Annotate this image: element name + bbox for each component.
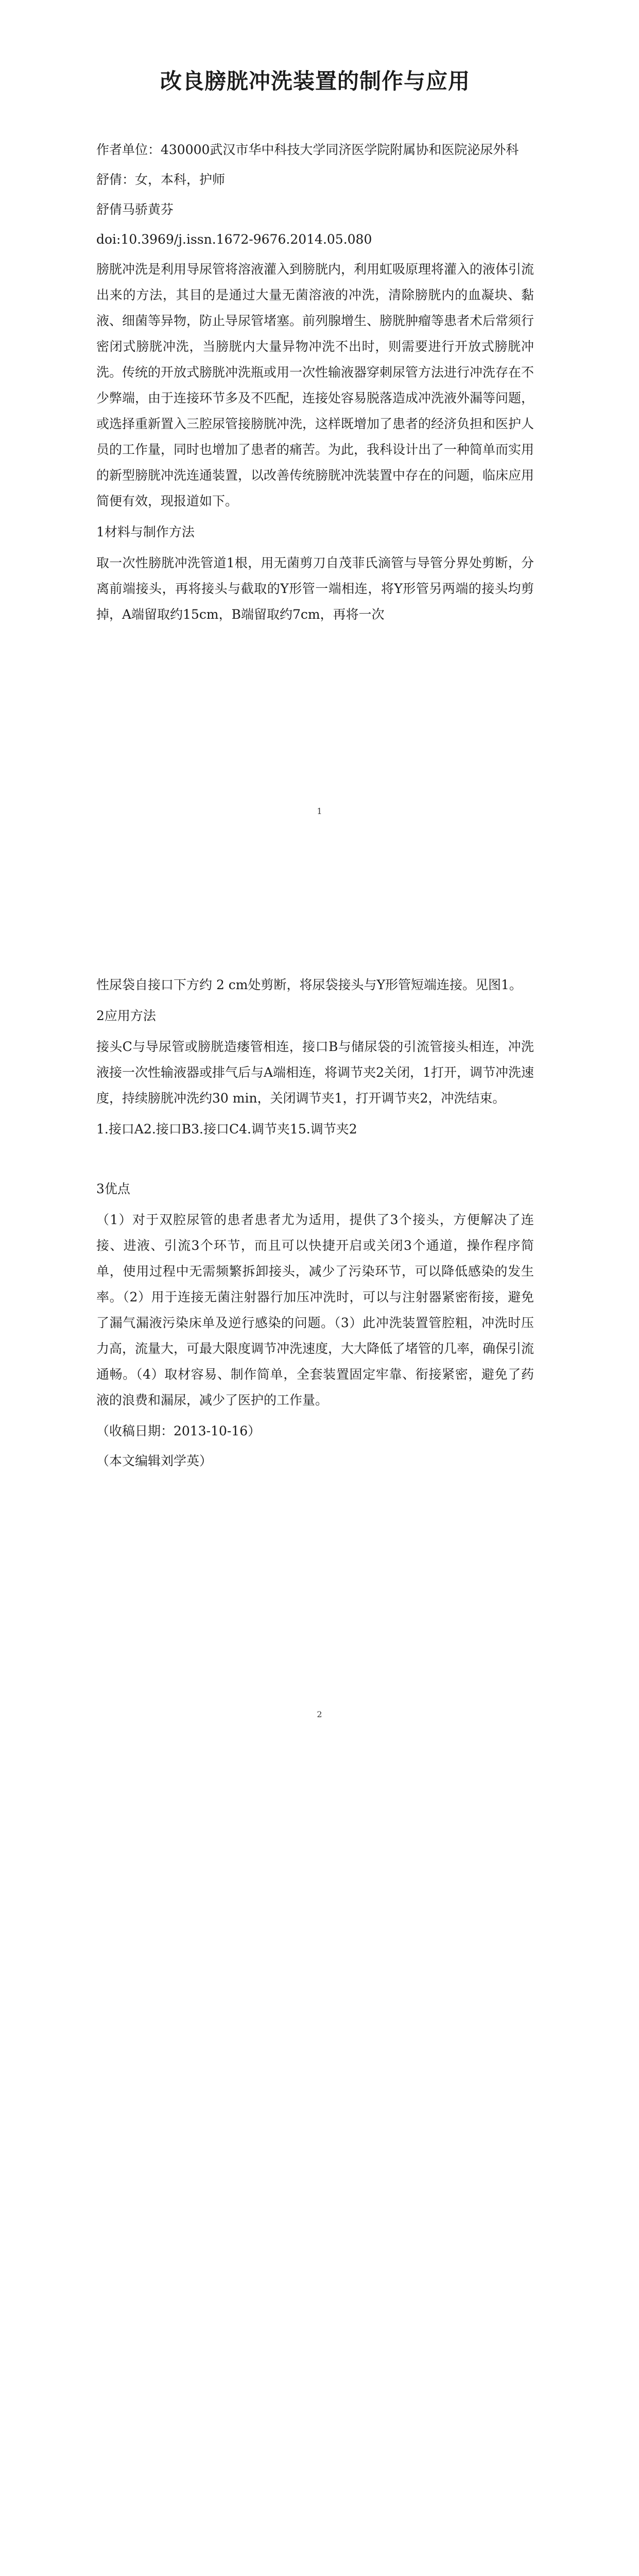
- section-3-heading: 3优点: [96, 1181, 130, 1196]
- section-1-paragraph: 取一次性膀胱冲洗管道1根，用无菌剪刀自茂菲氏滴管与导管分界处剪断，分离前端接头，再将接头与截取的Y形管一端相连，将Y形管另两端的接头均剪掉，A端留取约15cm，B端留取约7cm，再将一次: [96, 555, 534, 622]
- section-2-paragraph: 接头C与导尿管或膀胱造瘘管相连，接口B与储尿袋的引流管接头相连，冲洗液接一次性输液器或排气后与A端相连，将调节夹2关闭，1打开，调节冲洗速度，持续膀胱冲洗约30 min，关闭调节夹1，打开调节夹2，冲洗结束。: [96, 1039, 534, 1106]
- page-1: [0, 0, 639, 904]
- spacer: [96, 1147, 534, 1176]
- author-affiliation: 作者单位：430000武汉市华中科技大学同济医学院附属协和医院泌尿外科: [96, 142, 519, 157]
- figure-legend: 1.接口A2.接口B3.接口C4.调节夹15.调节夹2: [96, 1122, 357, 1137]
- section-1-heading: 1材料与制作方法: [96, 524, 195, 539]
- page-1-content: [96, 66, 534, 633]
- intro-paragraph: 膀胱冲洗是利用导尿管将溶液灌入到膀胱内，利用虹吸原理将灌入的液体引流出来的方法，其目的是通过大量无菌溶液的冲洗，清除膀胱内的血凝块、黏液、细菌等异物，防止导尿管堵塞。前列腺增生、膀胱肿瘤等患者术后常须行密闭式膀胱冲洗，当膀胱内大量异物冲洗不出时，则需要进行开放式膀胱冲洗。传统的开放式膀胱冲洗瓶或用一次性输液器穿刺尿管方法进行冲洗存在不少弊端，由于连接环节多及不匹配，连接处容易脱落造成冲洗液外漏等问题，或选择重新置入三腔尿管接膀胱冲洗，这样既增加了患者的经济负担和医护人员的工作量，同时也增加了患者的痛苦。为此，我科设计出了一种简单而实用的新型膀胱冲洗连通装置，以改善传统膀胱冲洗装置中存在的问题，临床应用简便有效，现报道如下。: [96, 262, 534, 509]
- page-3: [0, 1808, 639, 2576]
- page-2-content: [96, 972, 534, 1478]
- received-date: （收稿日期：2013-10-16）: [96, 1423, 261, 1438]
- page-number: 1: [317, 806, 322, 816]
- article-title: 改良膀胱冲洗装置的制作与应用: [160, 69, 470, 94]
- editor-note: （本文编辑刘学英）: [96, 1453, 213, 1468]
- author-list: 舒倩马骄黄芬: [96, 202, 174, 217]
- author-info: 舒倩：女，本科，护师: [96, 172, 226, 187]
- section-1-continuation: 性尿袋自接口下方约 2 cm处剪断，将尿袋接头与Y形管短端连接。见图1。: [96, 977, 522, 992]
- doi: doi:10.3969/j.issn.1672-9676.2014.05.080: [96, 232, 372, 247]
- page-2: [0, 904, 639, 1808]
- section-3-paragraph: （1）对于双腔尿管的患者患者尤为适用，提供了3个接头，方便解决了连接、进液、引流3个环节，而且可以快捷开启或关闭3个通道，操作程序简单，使用过程中无需频繁拆卸接头，减少了污染环节，可以降低感染的发生率。（2）用于连接无菌注射器行加压冲洗时，可以与注射器紧密衔接，避免了漏气漏液污染床单及逆行感染的问题。（3）此冲洗装置管腔粗，冲洗时压力高，流量大，可最大限度调节冲洗速度，大大降低了堵管的几率，确保引流通畅。（4）取材容易、制作简单，全套装置固定牢靠、衔接紧密，避免了药液的浪费和漏尿，减少了医护的工作量。: [96, 1212, 534, 1408]
- section-2-heading: 2应用方法: [96, 1008, 156, 1023]
- page-number: 2: [317, 1709, 322, 1719]
